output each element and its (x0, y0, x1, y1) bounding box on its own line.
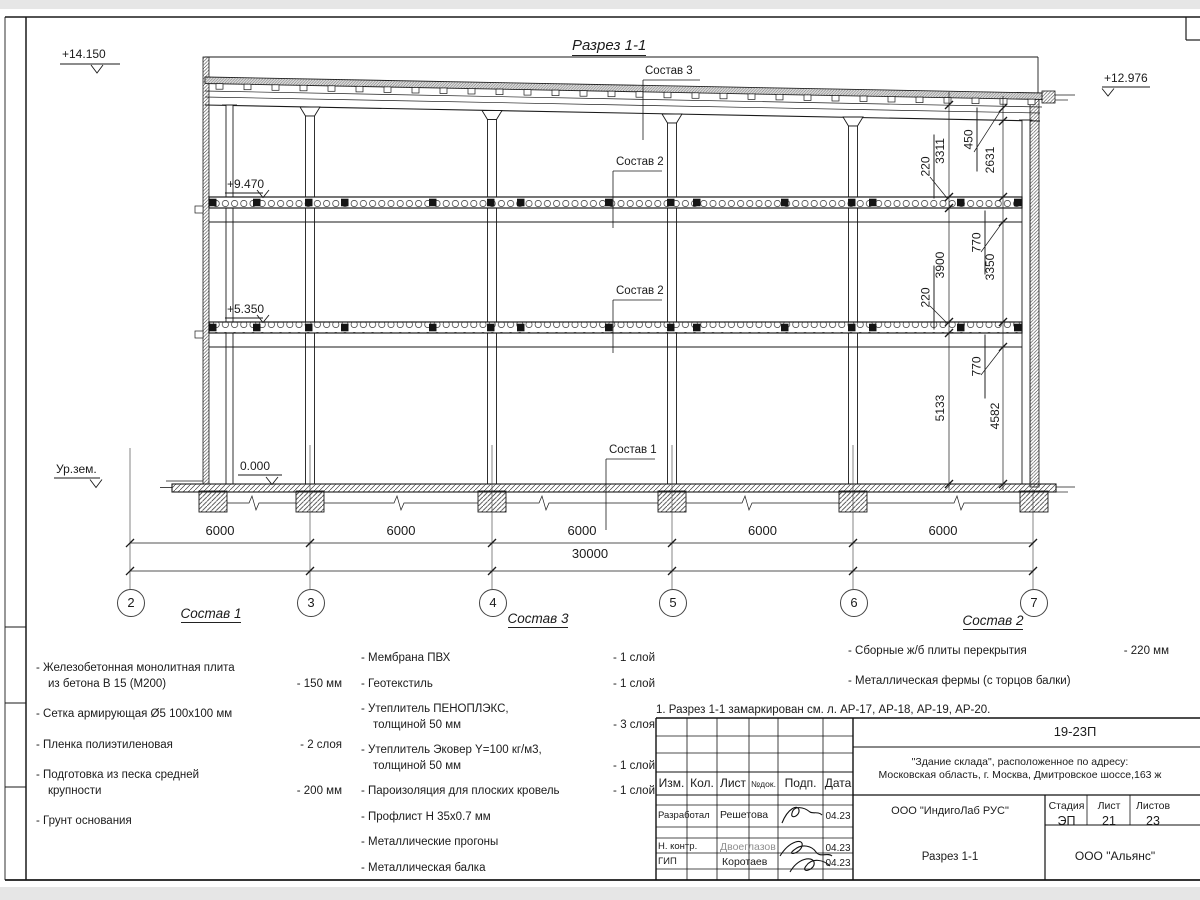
legend-item-value: - 220 мм (1123, 645, 1169, 657)
tb-project-line1: "Здание склада", расположенное по адресу: (911, 756, 1129, 768)
composition2-callout-a: Состав 2 (616, 156, 664, 168)
composition-leaders (606, 80, 700, 530)
elevation-zero: 0.000 (240, 459, 271, 473)
tb-col-list: Лист (719, 776, 747, 790)
tb-col-kol: Кол. (690, 776, 714, 790)
total-dimension: 30000 (571, 546, 609, 561)
page-title: Разрез 1-1 (572, 37, 647, 54)
slab-joints (209, 199, 1022, 332)
vertical-dimension-5133: 5133 (933, 394, 947, 422)
legend-section-2 (361, 651, 655, 886)
grid-bubble-3: 3 (297, 589, 325, 617)
tb-name-gip: Коротаев (722, 856, 768, 868)
elevation-floor1: +5.350 (227, 302, 265, 316)
legend-heading-3: Состав 2 (962, 613, 1024, 628)
legend-item: - Металлические прогоны (361, 836, 499, 848)
floor-slabs (195, 197, 1022, 347)
tb-doc-number: 19-23П (1053, 724, 1097, 739)
elevation-top-left: +14.150 (62, 47, 106, 61)
grid-bubble-6: 6 (840, 589, 868, 617)
tb-project-line2: Московская область, г. Москва, Дмитровское шоссе,163 ж (878, 769, 1162, 781)
legend-item-value: - 2 слоя (300, 738, 342, 751)
composition3-callout: Состав 3 (645, 65, 693, 77)
grid-bubble-5: 5 (659, 589, 687, 617)
roof (205, 77, 1075, 121)
legend-item-value: - 1 слой (612, 785, 655, 797)
vertical-dimension-450: 450 (963, 108, 978, 172)
tb-col-data: Дата (824, 776, 852, 790)
tb-name-ncontrol: Двоеглазов (720, 841, 776, 853)
vertical-dimension-770: 770 (971, 211, 986, 275)
grid-bubble-4: 4 (479, 589, 507, 617)
vertical-dimension-220: 220 (920, 135, 935, 199)
legend-item: - Пленка полиэтиленовая - 2 слоя (36, 738, 342, 754)
legend-item: - Железобетонная монолитная плита из бетона В 15 (М200) - 150 мм (36, 661, 342, 692)
tb-col-doc: №док. (751, 779, 776, 789)
legend-item-value: - 3 слоя (613, 718, 655, 731)
vertical-dimension-2631: 2631 (983, 146, 997, 174)
legend-item: - Утеплитель ПЕНОПЛЭКС, толщиной 50 мм - 3 слоя (361, 702, 655, 733)
left-wall (203, 57, 209, 484)
tb-date-ncontrol: 04.23 (825, 843, 851, 854)
roof-fascia (1042, 91, 1055, 103)
legend-item: - Металлическая фермы (с торцов балки) (848, 674, 1071, 687)
legend-item: - Геотекстиль - 1 слой (361, 677, 655, 693)
composition1-callout: Состав 1 (609, 444, 657, 456)
signature-developer (782, 807, 822, 823)
legend-item-value: - 1 слой (612, 677, 655, 690)
legend-item: - Грунт основания (36, 815, 132, 827)
tb-name-developer: Решетова (720, 809, 769, 821)
dimension-ticks (126, 101, 1037, 575)
legend-item-value: - 200 мм (296, 784, 342, 797)
composition2-callout-b: Состав 2 (616, 285, 664, 297)
bay-dimension-4: 6000 (748, 523, 777, 538)
tb-stage-label: Стадия (1048, 800, 1085, 812)
legend-heading-1: Состав 1 (180, 606, 242, 621)
vertical-dimension-220: 220 (920, 266, 935, 330)
legend-item: - Сборные ж/б плиты перекрытия - 220 мм (848, 644, 1169, 660)
tb-sheets-total: 23 (1146, 814, 1160, 828)
bay-dimension-3: 6000 (567, 523, 597, 538)
tb-org: ООО "Альянс" (1074, 849, 1156, 863)
tb-sheet-title: Разрез 1-1 (921, 851, 979, 863)
legend-section-3 (848, 644, 1169, 703)
grid-bubble-7: 7 (1020, 589, 1048, 617)
tb-role-ncontrol: Н. контр. (658, 841, 698, 852)
vertical-dimension-3900: 3900 (933, 251, 947, 279)
legend-section-1 (36, 661, 342, 845)
tb-stage: ЭП (1057, 814, 1076, 828)
tb-company: ООО "ИндигоЛаб РУС" (891, 805, 1009, 817)
tb-sheet-no: 21 (1102, 814, 1116, 828)
legend-item: - Сетка армирующая Ø5 100х100 мм (36, 708, 233, 720)
vertical-dimension-4582: 4582 (988, 402, 1002, 430)
legend-item: - Профлист Н 35х0.7 мм (361, 810, 491, 823)
tb-sheet-label: Лист (1097, 800, 1121, 812)
note: 1. Разрез 1-1 замаркирован см. л. АР-17, АР-18, АР-19, АР-20. (656, 704, 991, 716)
legend-item: - Подготовка из песка средней крупности - 200 мм (36, 768, 342, 799)
legend-item: - Пароизоляция для плоских кровель - 1 слой (361, 784, 655, 800)
tb-col-podp: Подп. (784, 776, 817, 790)
legend-item-value: - 150 мм (296, 677, 342, 690)
vertical-dimension-3350: 3350 (983, 253, 997, 281)
elevation-floor2: +9.470 (227, 177, 265, 191)
elevation-top-right: +12.976 (1104, 71, 1148, 85)
vertical-dimension-770: 770 (971, 335, 986, 399)
ground-and-foundations (160, 481, 1075, 512)
legend-item: - Мембрана ПВХ - 1 слой (361, 651, 655, 667)
ground-level-label: Ур.зем. (56, 462, 97, 476)
vertical-dimension-3311: 3311 (933, 138, 947, 164)
legend-item-value: - 1 слой (612, 652, 655, 664)
tb-col-izm: Изм. (658, 776, 685, 790)
legend-item: - Утеплитель Эковер Y=100 кг/м3, толщиной 50 мм - 1 слой (361, 743, 655, 774)
tb-date-developer: 04.23 (825, 811, 851, 822)
grid-bubble-2: 2 (117, 589, 145, 617)
tb-role-developer: Разработал (658, 810, 710, 821)
tb-role-gip: ГИП (658, 856, 677, 867)
bay-dimension-1: 6000 (205, 523, 235, 538)
legend-heading-2: Состав 3 (507, 611, 569, 626)
right-wall (1030, 93, 1039, 487)
legend-item-value: - 1 слой (612, 759, 655, 772)
bay-dimension-2: 6000 (386, 523, 416, 538)
bay-dimension-5: 6000 (928, 523, 958, 538)
tb-sheets-label: Листов (1135, 800, 1171, 812)
tb-date-gip: 04.23 (825, 858, 851, 869)
legend-item: - Металлическая балка (361, 861, 486, 874)
